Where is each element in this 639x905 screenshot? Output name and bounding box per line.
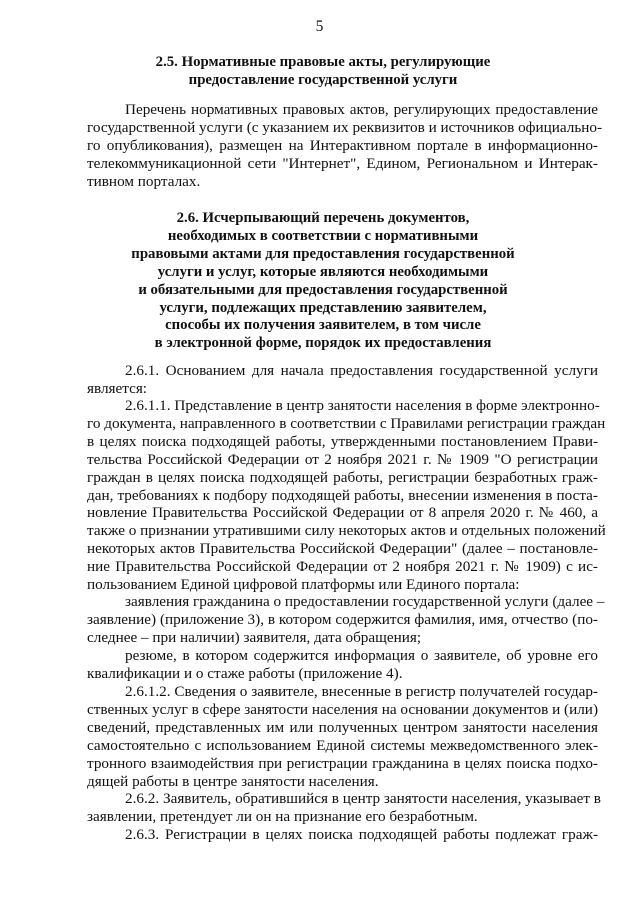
paragraph-application <box>87 593 605 647</box>
section-2-5-paragraph <box>87 101 603 191</box>
heading-line: правовыми актами для предоставления государственной <box>131 245 515 262</box>
text-line: квалификации и о стаже работы (приложение 4). <box>87 664 403 682</box>
heading-line: предоставление государственной услуги <box>188 71 458 88</box>
text-line: резюме, в котором содержится информация о заявителе, об уровне его <box>125 647 598 664</box>
text-line: го документа, направленного в соответствии с Правилами регистрации граждан <box>87 414 606 432</box>
text-line: новление Правительства Российской Федерации от 8 апреля 2020 г. № 460, а <box>87 504 598 522</box>
heading-line: 2.6. Исчерпывающий перечень документов, <box>176 210 470 226</box>
text-line: сведений, представленных им или полученных центром занятости населения <box>87 718 598 736</box>
heading-line: 2.5. Нормативные правовые акты, регулирующие <box>155 54 491 70</box>
text-line: 2.6.2. Заявитель, обратившийся в центр занятости населения, указывает в <box>125 790 601 807</box>
text-line: 2.6.1.2. Сведения о заявителе, внесенные в регистр получателей государ- <box>125 683 598 700</box>
heading-line: способы их получения заявителем, в том числе <box>165 317 481 334</box>
text-line: граждан в целях поиска подходящей работы, регистрации безработных граж- <box>87 468 598 486</box>
page-number: 5 <box>315 18 324 35</box>
text-line: государственной услуги (с указанием их реквизитов и источников официально- <box>87 118 603 136</box>
section-2-5-heading <box>88 54 558 90</box>
paragraph-2-6-1-1 <box>87 397 606 594</box>
paragraph-2-6-1 <box>87 362 598 398</box>
text-line: является: <box>87 379 148 397</box>
text-line: го опубликования), размещен на Интерактивном портале в информационно- <box>87 136 598 154</box>
paragraph-resume <box>87 647 598 683</box>
text-line: заявления гражданина о предоставлении государственной услуги (далее – <box>125 593 605 610</box>
text-line: заявление) (приложение 3), в котором содержится фамилия, имя, отчество (по- <box>87 610 598 628</box>
text-line: 2.6.3. Регистрации в целях поиска подходящей работы подлежат граж- <box>125 826 598 843</box>
section-2-6-heading <box>88 210 558 353</box>
heading-line: услуги, подлежащих представлению заявителем, <box>159 299 487 316</box>
text-line: тронного взаимодействия при регистрации гражданина в целях поиска подхо- <box>87 754 598 772</box>
text-line: Перечень нормативных правовых актов, регулирующих предоставление <box>125 101 598 118</box>
text-line: дан, требованиях к подбору подходящей работы, внесении изменения в поста- <box>87 486 598 504</box>
text-line: тельства Российской Федерации от 2 ноября 2021 г. № 1909 "О регистрации <box>87 450 598 468</box>
paragraph-2-6-3 <box>87 826 598 844</box>
text-line: тивном порталах. <box>87 172 201 190</box>
text-line: также о признании утратившими силу некоторых актов и отдельных положений <box>87 522 606 540</box>
text-line: 2.6.1. Основанием для начала предоставления государственной услуги <box>125 362 598 379</box>
text-line: телекоммуникационной сети "Интернет", Едином, Региональном и Интерак- <box>87 154 598 172</box>
heading-line: услуги и услуг, которые являются необходимыми <box>157 263 489 280</box>
text-line: некоторых актов Правительства Российской Федерации" (далее – постановле- <box>87 540 598 558</box>
heading-line: необходимых в соответствии с нормативными <box>167 227 479 244</box>
text-line: в целях поиска подходящей работы, утвержденными постановлением Прави- <box>87 432 598 450</box>
text-line: пользованием Единой цифровой платформы или Единого портала: <box>87 576 520 594</box>
text-line: 2.6.1.1. Представление в центр занятости населения в форме электронно- <box>125 397 600 414</box>
heading-line: и обязательными для предоставления государственной <box>138 281 508 298</box>
text-line: следнее – при наличии) заявителя, дата обращения; <box>87 628 422 646</box>
text-line: ние Правительства Российской Федерации от 2 ноября 2021 г. № 1909) с ис- <box>87 558 598 576</box>
text-line: дящей работы в центре занятости населения. <box>87 772 379 790</box>
paragraph-2-6-2 <box>87 790 601 826</box>
text-line: самостоятельно с использованием Единой системы межведомственного элек- <box>87 736 598 754</box>
paragraph-2-6-1-2 <box>87 683 598 790</box>
text-line: ственных услуг в сфере занятости населения на основании документов и (или) <box>87 700 598 718</box>
text-line: заявлении, претендует ли он на признание его безработным. <box>87 807 478 825</box>
heading-line: в электронной форме, порядок их предоставления <box>154 335 492 352</box>
